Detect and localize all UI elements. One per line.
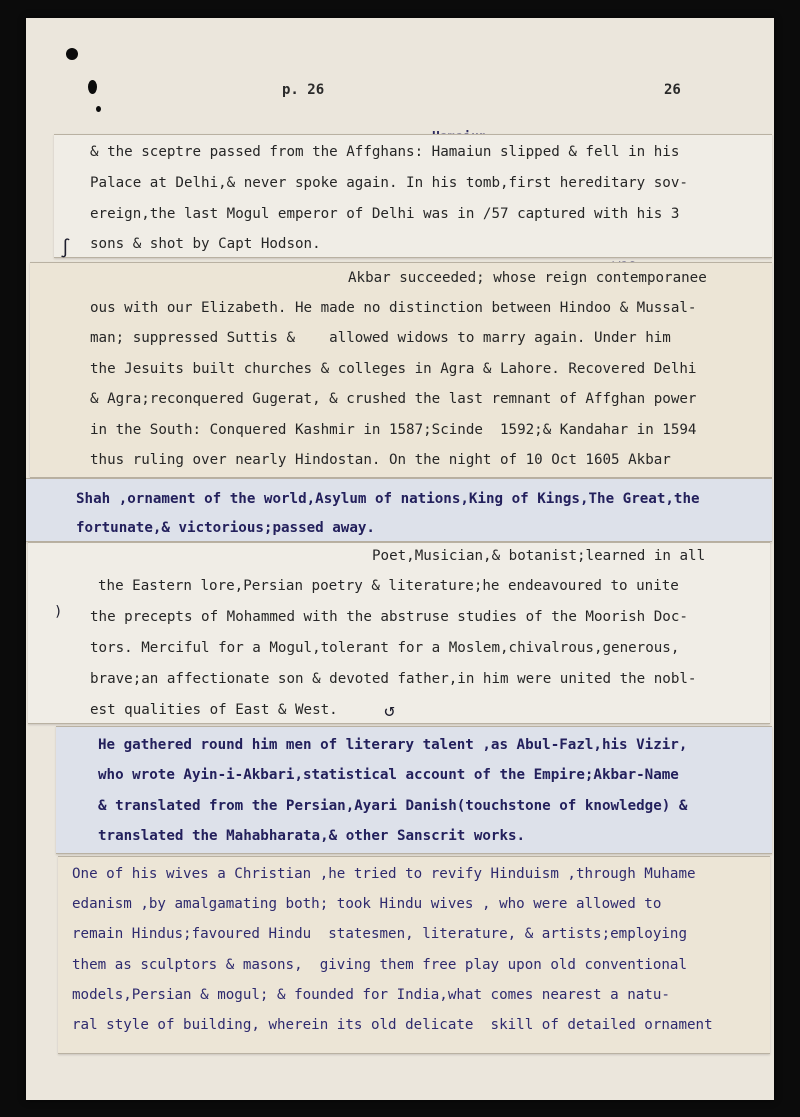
paper-strip-6 [58, 856, 770, 1054]
text-line: Palace at Delhi,& never spoke again. In his tomb,first hereditary sov- [90, 175, 688, 191]
text-line: tors. Merciful for a Mogul,tolerant for a Moslem,chivalrous,generous, [90, 640, 680, 656]
page-number: 26 [664, 82, 681, 98]
paper-strip-4 [28, 542, 770, 724]
paper-strip-1 [54, 134, 772, 258]
text-line: est qualities of East & West. [90, 702, 338, 718]
paper-strip-5 [56, 726, 772, 854]
text-line: thus ruling over nearly Hindostan. On the night of 10 Oct 1605 Akbar [90, 452, 671, 468]
punch-hole [96, 106, 101, 112]
text-line: edanism ,by amalgamating both; took Hindu wives , who were allowed to [72, 896, 662, 912]
text-line: man; suppressed Suttis & allowed widows to marry again. Under him [90, 330, 671, 346]
text-line: models,Persian & mogul; & founded for India,what comes nearest a natu- [72, 987, 670, 1003]
text-line: sons & shot by Capt Hodson. [90, 236, 321, 252]
text-line: them as sculptors & masons, giving them free play upon old conventional [72, 957, 687, 973]
text-line: fortunate,& victorious;passed away. [76, 520, 375, 536]
text-line: translated the Mahabharata,& other Sanscrit works. [98, 828, 526, 844]
text-line: who wrote Ayin-i-Akbari,statistical account of the Empire;Akbar-Name [98, 767, 679, 783]
text-line: the precepts of Mohammed with the abstruse studies of the Moorish Doc- [90, 609, 688, 625]
paper-strip-3 [26, 478, 772, 542]
text-line: Akbar succeeded; whose reign contemporanee [348, 270, 707, 286]
text-line: remain Hindus;favoured Hindu statesmen, literature, & artists;employing [72, 926, 687, 942]
text-line: the Jesuits built churches & colleges in Agra & Lahore. Recovered Delhi [90, 361, 697, 377]
text-line: Shah ,ornament of the world,Asylum of nations,King of Kings,The Great,the [76, 491, 700, 507]
text-line: brave;an affectionate son & devoted father,in him were united the nobl- [90, 671, 697, 687]
paper-strip-2 [30, 262, 772, 478]
text-line: & Agra;reconquered Gugerat, & crushed the last remnant of Affghan power [90, 391, 697, 407]
bracket-mark-icon: ↺ [384, 700, 395, 721]
page-label: p. 26 [282, 82, 325, 98]
text-line: in the South: Conquered Kashmir in 1587;Scinde 1592;& Kandahar in 1594 [90, 422, 697, 438]
text-line: ral style of building, wherein its old delicate skill of detailed ornament [72, 1017, 713, 1033]
punch-hole [66, 48, 78, 60]
text-line: He gathered round him men of literary talent ,as Abul-Fazl,his Vizir, [98, 737, 688, 753]
margin-mark-icon: ∫ [60, 238, 71, 259]
text-line: One of his wives a Christian ,he tried to revify Hinduism ,through Muhame [72, 866, 696, 882]
text-line: & the sceptre passed from the Affghans: Hamaiun slipped & fell in his [90, 144, 680, 160]
text-line: the Eastern lore,Persian poetry & literature;he endeavoured to unite [98, 578, 679, 594]
text-line: Poet,Musician,& botanist;learned in all [372, 548, 706, 564]
bracket-mark-icon: ) [54, 604, 63, 620]
text-line: ereign,the last Mogul emperor of Delhi was in /57 captured with his 3 [90, 206, 680, 222]
punch-hole [88, 80, 97, 94]
text-line: ous with our Elizabeth. He made no distinction between Hindoo & Mussal- [90, 300, 697, 316]
text-line: & translated from the Persian,Ayari Danish(touchstone of knowledge) & [98, 798, 688, 814]
